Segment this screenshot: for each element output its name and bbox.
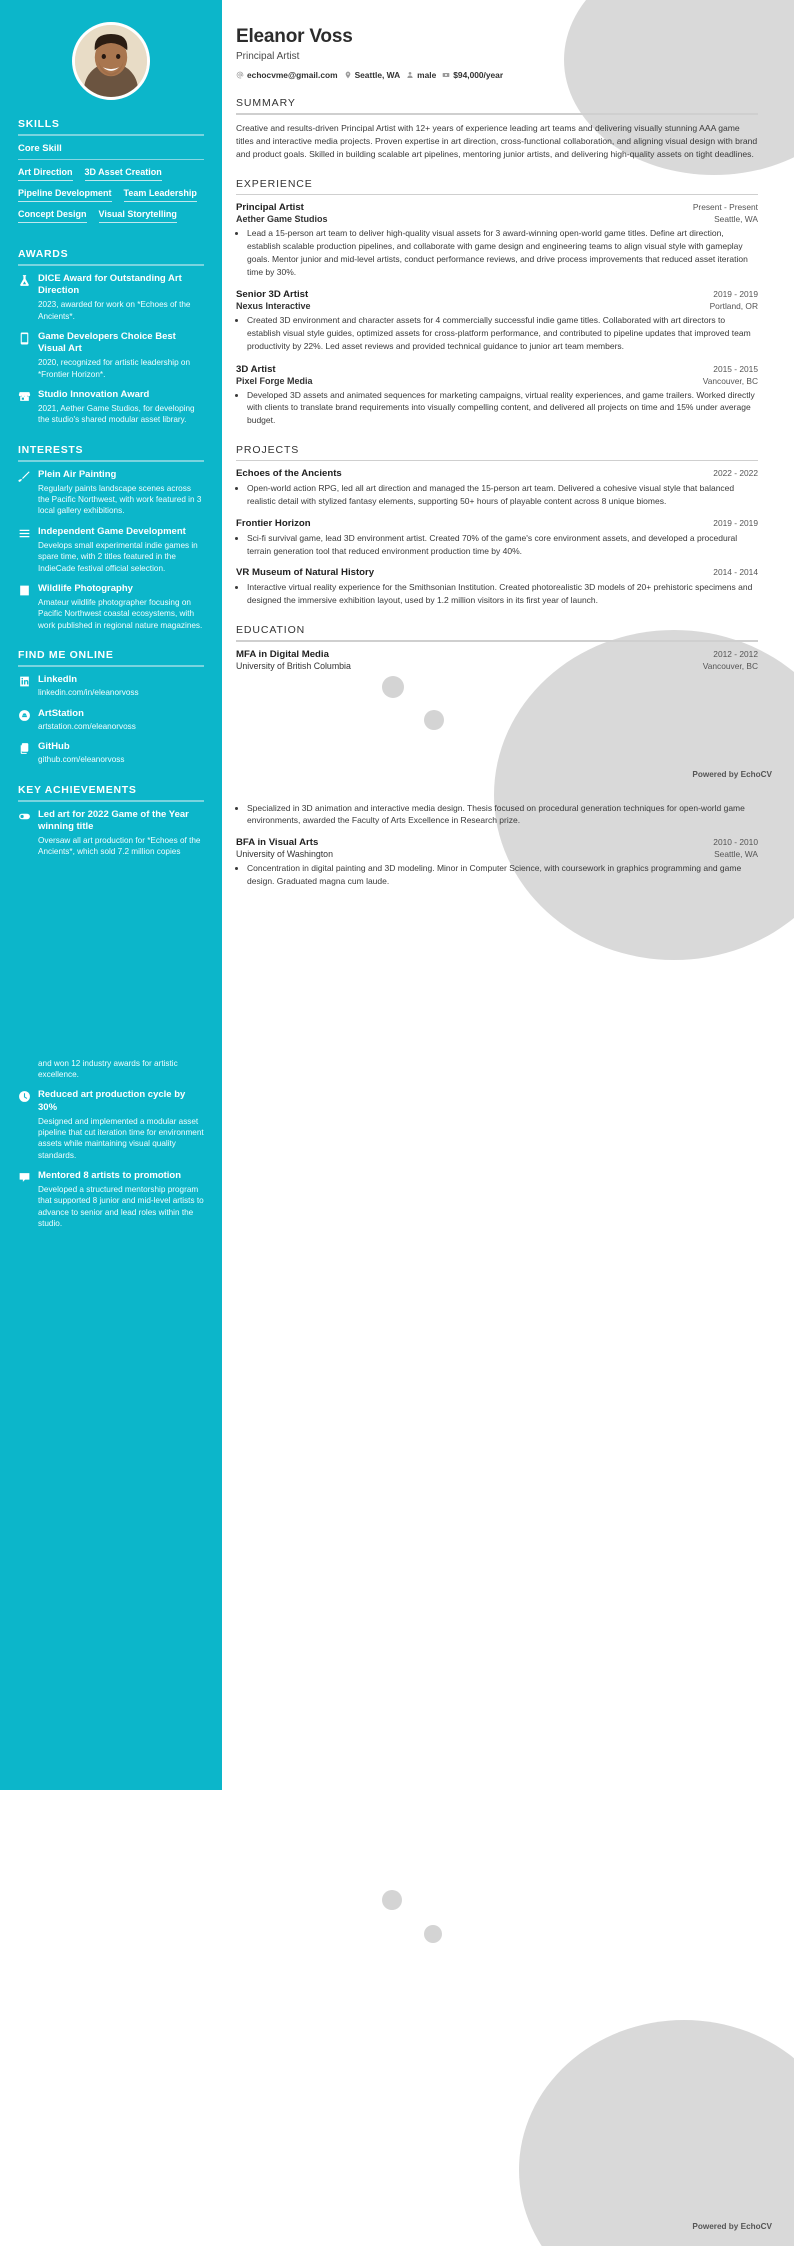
- divider: [18, 134, 204, 136]
- experience-item: [236, 364, 758, 427]
- experience-subheader: [236, 376, 758, 386]
- contact-salary: [442, 70, 503, 80]
- education-header: [236, 649, 758, 660]
- spacer-icon: [18, 1058, 31, 1059]
- experience-company: Aether Game Studios: [236, 214, 328, 225]
- experience-bullets: [236, 314, 758, 352]
- interest-body: [38, 469, 204, 517]
- social-body: [38, 741, 204, 766]
- education-header: [236, 837, 758, 848]
- experience-company: Pixel Forge Media: [236, 375, 313, 386]
- divider: [18, 159, 204, 160]
- divider: [18, 665, 204, 667]
- experience-header: [236, 202, 758, 213]
- interest-body: [38, 583, 204, 631]
- achievement-body: [38, 1058, 204, 1081]
- social-label: GitHub: [38, 741, 70, 753]
- chart-icon: [18, 583, 31, 597]
- project-date: 2014 - 2014: [713, 567, 758, 578]
- header-block: [236, 26, 758, 80]
- section-title-projects: PROJECTS: [236, 443, 300, 456]
- project-bullets: [236, 581, 758, 607]
- project-header: [236, 518, 758, 529]
- bullet: • Specialized in 3D animation and interactive media design. Thesis focused on procedural generation techniques for open-world game environments, awarded the Faculty of Arts Excellence in Research prize.: [247, 802, 758, 828]
- award-item: [18, 273, 204, 322]
- project-bullets: [236, 482, 758, 508]
- bullet: • Concentration in digital painting and 3D modeling. Minor in Computer Science, with coursework in graphics programming and game design. Graduated magna cum laude.: [247, 862, 758, 888]
- skill-tag-list: [18, 167, 204, 230]
- award-body: [38, 389, 204, 426]
- award-title: Studio Innovation Award: [38, 388, 150, 400]
- social-link-artstation[interactable]: [18, 708, 204, 733]
- award-item: [18, 331, 204, 380]
- interest-body: [38, 526, 204, 574]
- divider: [236, 640, 758, 642]
- education-item: [236, 649, 758, 828]
- award-item: [18, 389, 204, 426]
- sidebar-section-title-interests: INTERESTS: [18, 443, 84, 456]
- person-icon: [406, 71, 414, 79]
- project-item: [236, 567, 758, 607]
- education-date: 2010 - 2010: [713, 837, 758, 848]
- section-title-education: EDUCATION: [236, 623, 306, 636]
- experience-location: Portland, OR: [709, 301, 758, 312]
- bullet: • Lead a 15-person art team to deliver high-quality visual assets for 3 award-winning open-world game titles. Define art direction, establish scalable production pipelines, and collaborate with game design and engineering teams to align visual style with gameplay goals. Mentor junior and mid-level artists, conduct performance reviews, and drive process improvements that reduced asset iteration time by 30%.: [247, 227, 758, 278]
- decorative-dot-3: [382, 1890, 402, 1910]
- achievement-body: [38, 1170, 204, 1229]
- flask-icon: [18, 273, 31, 287]
- social-link-github[interactable]: [18, 741, 204, 766]
- skill-tag: Pipeline Development: [18, 188, 112, 202]
- experience-subheader: [236, 214, 758, 224]
- experience-title: Senior 3D Artist: [236, 289, 309, 301]
- page-title: Eleanor Voss: [236, 26, 353, 47]
- experience-location: Seattle, WA: [714, 214, 758, 225]
- section-experience: [236, 178, 758, 427]
- experience-title: 3D Artist: [236, 363, 276, 375]
- money-icon: [442, 71, 450, 79]
- decorative-blob-bottom-right: [519, 2020, 794, 2246]
- location-pin-icon: [344, 71, 352, 79]
- project-item: [236, 518, 758, 558]
- achievement-description: Oversaw all art production for *Echoes of the Ancients*, which sold 7.2 million copies: [38, 836, 201, 857]
- education-bullets: [236, 802, 758, 828]
- achievement-item-continued: [18, 1058, 204, 1081]
- experience-title: Principal Artist: [236, 202, 304, 214]
- skill-tag: Art Direction: [18, 167, 73, 181]
- project-date: 2019 - 2019: [713, 517, 758, 528]
- contact-email-text: echocvme@gmail.com: [247, 70, 338, 80]
- experience-header: [236, 364, 758, 375]
- mobile-icon: [18, 331, 31, 345]
- experience-bullets: [236, 227, 758, 278]
- social-url[interactable]: artstation.com/eleanorvoss: [38, 721, 136, 731]
- experience-bullets: [236, 389, 758, 427]
- social-url[interactable]: linkedin.com/in/eleanorvoss: [38, 688, 139, 698]
- achievement-item: [18, 809, 204, 858]
- section-title-summary: SUMMARY: [236, 97, 296, 109]
- interest-item: [18, 583, 204, 631]
- toggle-icon: [18, 809, 31, 823]
- skill-tag: Concept Design: [18, 209, 87, 223]
- contact-gender: [406, 70, 436, 80]
- award-body: [38, 273, 204, 322]
- sidebar-section-title-skills: SKILLS: [18, 118, 60, 130]
- section-projects: [236, 444, 758, 607]
- avatar-photo: [75, 25, 147, 97]
- social-label: ArtStation: [38, 707, 84, 719]
- section-education: [236, 624, 758, 888]
- project-bullets: [236, 532, 758, 558]
- achievement-title: Led art for 2022 Game of the Year winning title: [38, 808, 189, 833]
- award-body: [38, 331, 204, 380]
- achievement-continuation-block: [18, 1058, 204, 1230]
- sidebar-section-title-find-me-online: FIND ME ONLINE: [18, 648, 114, 661]
- github-icon: [18, 741, 31, 755]
- experience-date: Present - Present: [692, 202, 758, 213]
- store-icon: [18, 389, 31, 403]
- social-label: LinkedIn: [38, 673, 78, 685]
- divider: [236, 460, 758, 462]
- project-title: Frontier Horizon: [236, 517, 311, 529]
- project-item: [236, 468, 758, 508]
- experience-company: Nexus Interactive: [236, 301, 311, 312]
- social-body: [38, 708, 204, 733]
- education-date: 2012 - 2012: [713, 648, 758, 659]
- achievement-body: [38, 809, 204, 858]
- bullet: • Open-world action RPG, led all art direction and managed the 15-person art team. Delivered a cohesive visual style that balanced realistic detail with stylized fantasy elements, supporting 50+ hours of playable content across 8 unique biomes.: [247, 482, 758, 508]
- sidebar-section-title-key-achievements: KEY ACHIEVEMENTS: [18, 783, 137, 796]
- summary-text: Creative and results-driven Principal Artist with 12+ years of experience leading art teams and delivering visually stunning AAA game titles and interactive media projects. Proven expertise in art direction, cross-functional collaboration, and aligning visual design with brand and product goals. Skilled in building scalable art pipelines, mentoring junior artists, and delivering high-quality assets on tight deadlines.: [236, 122, 758, 159]
- social-url[interactable]: github.com/eleanorvoss: [38, 755, 125, 765]
- clock-icon: [18, 1089, 31, 1103]
- project-title: Echoes of the Ancients: [236, 468, 342, 480]
- project-header: [236, 567, 758, 578]
- award-description: 2020, recognized for artistic leadership on *Frontier Horizon*.: [38, 358, 191, 379]
- interest-description: Regularly paints landscape scenes across the Pacific Northwest, with work featured in 3 local gallery exhibitions.: [38, 483, 202, 516]
- education-location: Vancouver, BC: [702, 660, 758, 671]
- achievement-title: Reduced art production cycle by 30%: [38, 1089, 186, 1113]
- divider: [18, 264, 204, 266]
- social-link-linkedin[interactable]: [18, 674, 204, 699]
- bullet: • Created 3D environment and character assets for 4 commercially successful indie game titles. Collaborated with art directors to establish visual style guides, optimized assets for cross-platform performance, and contributed to pipeline updates that improved team productivity by 22%. Led asset reviews and provided technical guidance to junior art team members.: [247, 314, 758, 352]
- education-subheader: [236, 849, 758, 859]
- interest-title: Independent Game Development: [38, 525, 186, 537]
- divider: [18, 460, 204, 462]
- bullet: • Sci-fi survival game, lead 3D environment artist. Created 70% of the game's core environment assets, and developed a procedural terrain generation tool that reduced environment production time by 40%.: [247, 532, 758, 558]
- contact-location: [344, 70, 401, 80]
- education-school: University of Washington: [236, 849, 333, 860]
- experience-date: 2019 - 2019: [713, 289, 758, 300]
- interest-description: Develops small experimental indie games in spare time, with 2 titles featured in the IndieCade festival official selection.: [38, 540, 198, 573]
- list-icon: [18, 526, 31, 540]
- achievement-item: [18, 1089, 204, 1161]
- project-date: 2022 - 2022: [713, 468, 758, 479]
- bullet: • Developed 3D assets and animated sequences for marketing campaigns, virtual reality experiences, and game trailers. Worked directly with clients to translate brand requirements into visually compelling content, and delivered all projects on time and 15% under average budget.: [247, 389, 758, 427]
- interest-description: Amateur wildlife photographer focusing on Pacific Northwest coastal ecosystems, with work published in regional nature magazines.: [38, 598, 203, 630]
- linkedin-icon: [18, 674, 31, 688]
- achievement-body: [38, 1089, 204, 1161]
- divider: [18, 800, 204, 802]
- skills-subgroup-label: Core Skill: [18, 143, 62, 154]
- experience-location: Vancouver, BC: [702, 375, 758, 386]
- education-item: [236, 837, 758, 888]
- award-title: DICE Award for Outstanding Art Direction: [38, 273, 182, 297]
- education-location: Seattle, WA: [714, 849, 758, 860]
- achievement-description: Designed and implemented a modular asset pipeline that cut iteration time for environment assets while maintaining visual quality standards.: [38, 1116, 204, 1160]
- contact-location-text: Seattle, WA: [354, 70, 401, 80]
- award-title: Game Developers Choice Best Visual Art: [38, 330, 176, 355]
- section-summary: [236, 97, 758, 161]
- education-subheader: [236, 661, 758, 671]
- project-header: [236, 468, 758, 479]
- job-role-subtitle: Principal Artist: [236, 51, 300, 62]
- achievement-item: [18, 1170, 204, 1229]
- interest-title: Wildlife Photography: [38, 582, 133, 594]
- brush-icon: [18, 469, 31, 483]
- contact-salary-text: $94,000/year: [453, 70, 504, 80]
- section-title-experience: EXPERIENCE: [236, 177, 313, 190]
- skill-tag: Visual Storytelling: [99, 209, 177, 223]
- avatar: [72, 22, 150, 100]
- education-bullets: [236, 862, 758, 888]
- interest-item: [18, 469, 204, 517]
- decorative-dot-4: [424, 1925, 442, 1943]
- education-degree: BFA in Visual Arts: [236, 837, 319, 849]
- contact-email[interactable]: [236, 70, 338, 80]
- chat-icon: [18, 1170, 31, 1184]
- sidebar: [0, 0, 222, 1790]
- experience-subheader: [236, 301, 758, 311]
- skill-tag: Team Leadership: [124, 188, 197, 202]
- main-content: [222, 0, 794, 898]
- achievement-description-continued: and won 12 industry awards for artistic excellence.: [38, 1058, 178, 1080]
- email-icon: [236, 71, 244, 79]
- interest-title: Plein Air Painting: [38, 468, 117, 480]
- contact-gender-text: male: [417, 70, 437, 80]
- experience-item: [236, 202, 758, 278]
- achievement-description: Developed a structured mentorship program that supported 8 junior and mid-level artists to advance to senior and lead roles within the studio.: [38, 1185, 204, 1229]
- award-description: 2021, Aether Game Studios, for developing the studio's shared modular asset library.: [38, 404, 195, 425]
- artstation-icon: [18, 708, 31, 722]
- skill-tag: 3D Asset Creation: [85, 167, 162, 181]
- project-title: VR Museum of Natural History: [236, 567, 375, 579]
- social-body: [38, 674, 204, 699]
- award-description: 2023, awarded for work on *Echoes of the Ancients*.: [38, 300, 191, 321]
- experience-item: [236, 289, 758, 352]
- bullet: • Interactive virtual reality experience for the Smithsonian Institution. Created photorealistic 3D models of 20+ prehistoric specimens and designed the immersive exhibition layout, used by 1.2 million visitors in its first year of launch.: [247, 581, 758, 607]
- experience-header: [236, 289, 758, 300]
- avatar-container: [18, 0, 204, 100]
- page-break-gap: [236, 671, 758, 799]
- sidebar-section-title-awards: AWARDS: [18, 248, 69, 260]
- interest-item: [18, 526, 204, 574]
- watermark-page-2: Powered by EchoCV: [692, 2222, 772, 2231]
- contact-row: [236, 70, 758, 80]
- divider: [236, 113, 758, 115]
- experience-date: 2015 - 2015: [713, 363, 758, 374]
- education-degree: MFA in Digital Media: [236, 648, 329, 660]
- watermark-page-1: Powered by EchoCV: [692, 770, 772, 779]
- divider: [236, 194, 758, 196]
- education-school: University of British Columbia: [236, 660, 351, 671]
- achievement-title: Mentored 8 artists to promotion: [38, 1169, 182, 1181]
